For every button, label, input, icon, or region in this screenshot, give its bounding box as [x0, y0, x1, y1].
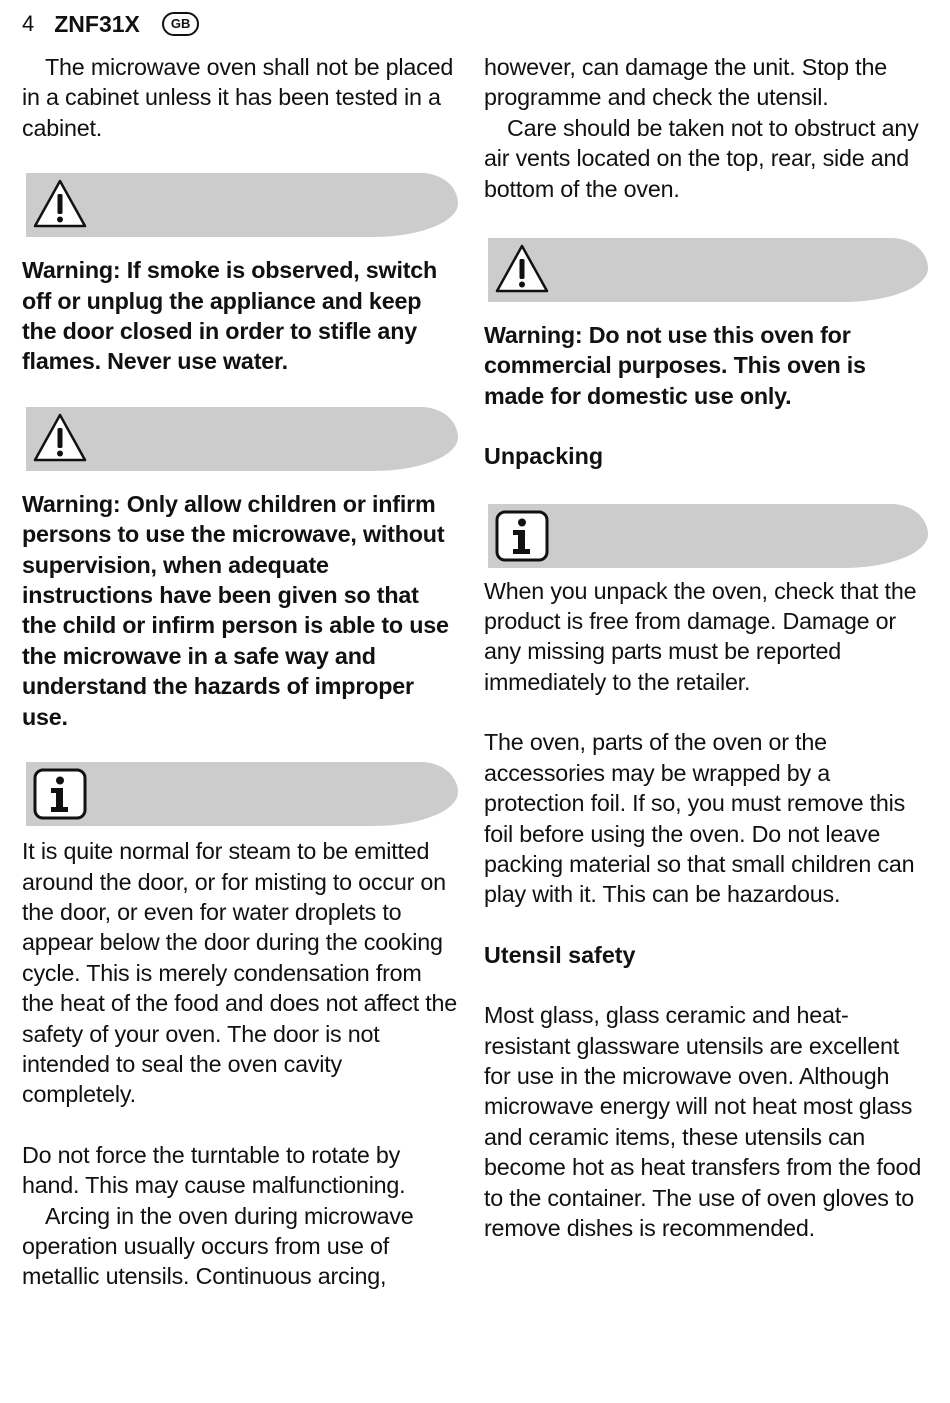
foil-note: The oven, parts of the oven or the accessories may be wrapped by a protection foil. If so, you must remove this foil before using the oven. Do not leave packing material so that small children can play with it. This can be hazardous. [484, 729, 915, 908]
warning-smoke-text: Warning: If smoke is observed, switch off or unplug the appliance and keep the door closed in order to stifle any flames. Never use water. [22, 257, 438, 375]
info-steam-text: It is quite normal for steam to be emitted around the door, or for misting to occur on the door, or even for water droplets to appear below the door during the cooking cycle. This is merely condensation from the heat of the food and does not affect the safety of your oven. The door is not intended to seal the oven cavity completely. [22, 838, 458, 1108]
warning-children-text: Warning: Only allow children or infirm persons to use the microwave, without supervision, when adequate instructions have been given so that the child or infirm person is able to use the microwave in a safe way and understand the hazards of improper use. [22, 490, 449, 730]
warning-triangle-icon [494, 243, 550, 295]
info-banner-steam [26, 762, 458, 826]
region-badge: GB [162, 12, 200, 36]
info-banner-unpacking [488, 504, 928, 568]
page-number: 4 [22, 11, 35, 36]
info-icon [494, 509, 550, 563]
unpacking-info-text: When you unpack the oven, check that the product is free from damage. Damage or any missing parts must be reported immediately to the retailer. [484, 577, 917, 695]
info-icon [32, 767, 88, 821]
right-column [484, 52, 928, 1243]
warning-banner-smoke [26, 173, 458, 237]
model-name: ZNF31X [54, 10, 140, 37]
left-column [22, 52, 458, 1292]
utensil-note: Most glass, glass ceramic and heat-resistant glassware utensils are excellent for use in the microwave oven. Although microwave energy will not heat most glass and ceramic items, these utensils can become hot as heat transfers from the food to the container. The use of oven gloves to remove dishes is recommended. [484, 1002, 922, 1241]
air-vents-note: Care should be taken not to obstruct any air vents located on the top, rear, side and bottom of the oven. [484, 114, 919, 202]
arcing-note: Arcing in the oven during microwave operation usually occurs from use of metallic utensils. Continuous arcing, [22, 1202, 414, 1290]
cabinet-note: The microwave oven shall not be placed in a cabinet unless it has been tested in a cabinet. [22, 54, 454, 141]
warning-triangle-icon [32, 178, 88, 230]
warning-banner-children [26, 407, 458, 471]
page-header [22, 8, 199, 40]
unpacking-heading: Unpacking [484, 443, 604, 470]
utensil-heading: Utensil safety [484, 941, 636, 968]
turntable-note: Do not force the turntable to rotate by hand. This may cause malfunctioning. [22, 1141, 406, 1199]
warning-triangle-icon [32, 412, 88, 464]
warning-banner-commercial [488, 238, 928, 302]
warning-commercial-text: Warning: Do not use this oven for commercial purposes. This oven is made for domestic use only. [484, 322, 866, 409]
arcing-continued: however, can damage the unit. Stop the programme and check the utensil. [484, 54, 887, 111]
